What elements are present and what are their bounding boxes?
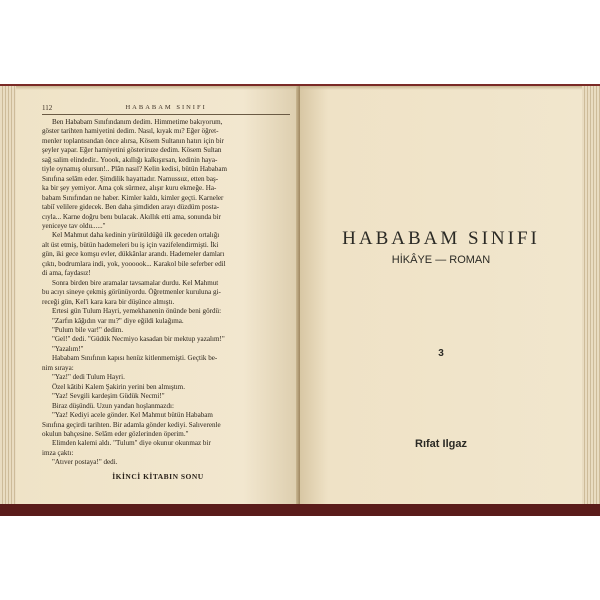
text-line: göster tarihten hamiyetini dedim. Nasıl, kıyak mı? Eğer öğret-	[42, 127, 219, 136]
text-line: "Yazalım!"	[52, 344, 84, 353]
text-line: Ertesi gün Tulum Hayri, yemekhanenin önünde beni gördü:	[52, 307, 222, 316]
end-of-book-note: İKİNCİ KİTABIN SONU	[112, 472, 204, 481]
volume-number: 3	[438, 348, 444, 359]
text-line: receği gün, Kel'i kara kara bir düşünce almıştı.	[42, 297, 175, 306]
text-line: bu acıyı sineye çekmiş görünüyordu. Öğretmenler kuruluna gi-	[42, 288, 221, 297]
text-line: nim sıraya:	[42, 363, 74, 372]
text-line: ka bir şey yemiyor. Ama çok sürmez, alışır kuru ekmeğe. Ha-	[42, 184, 217, 193]
page-shadow	[16, 86, 300, 90]
book-bottom-edge	[0, 504, 600, 516]
body-text	[42, 118, 300, 468]
text-line: şeyler yapar. Eğer hamiyetini gösteriruze dedim. Kösem Sultan	[42, 146, 222, 155]
text-line: di ama, faydasız!	[42, 269, 91, 278]
running-head-title: HABABAM SINIFI	[125, 104, 207, 111]
text-line: gün, iki gece komşu evler, dükkânlar arandı. Hademeler damları	[42, 250, 225, 259]
text-line: tiyle oynamış olursun!.. Plân nasıl? Kelin kedisi, bütün Hababam	[42, 165, 227, 174]
text-line: Sınıfına geçirdi tarihten. Bir adamla gönder kediyi. Salıverenle	[42, 420, 221, 429]
text-line: "Zarfın kâğıdın var mı?" diye eğildi kulağıma.	[52, 316, 184, 325]
text-line: yeniceye tav oldu......"	[42, 221, 106, 230]
header-rule	[42, 114, 290, 115]
right-page	[300, 86, 582, 506]
author-name: Rıfat Ilgaz	[415, 438, 467, 450]
text-line: "Atıver postaya!" dedi.	[52, 458, 118, 467]
text-line: okulun bahçesine. Selâm eder gözlerinden öperim."	[42, 429, 189, 438]
text-line: "Yaz!" dedi Tulum Hayri.	[52, 373, 125, 382]
text-line: "Yaz! Kediyi acele gönder. Kel Mahmut bütün Hababam	[52, 411, 213, 420]
page-stack-right	[582, 86, 600, 514]
text-line: Sonra birden bire aramalar tavsamalar durdu. Kel Mahmut	[52, 278, 219, 287]
text-line: "Yaz! Sevgili kardeşim Güdük Necmi!"	[52, 392, 165, 401]
text-line: imza çaktı:	[42, 448, 74, 457]
text-line: tabiî velilere gidecek. Ben daha şimdiden arayı düzdüm posta-	[42, 203, 220, 212]
text-line: sağ salim elindedir.. Yoook, akıllığı kalkışırsan, kedinin haya-	[42, 155, 218, 164]
book-title: HABABAM SINIFI	[342, 228, 540, 249]
text-line: Elimden kalemi aldı. "Tulum" diye okunur okunmaz bir	[52, 439, 211, 448]
text-line: cıyla... Karne doğru benı bulacak. Akıllık etti ama, sonunda bir	[42, 212, 221, 221]
text-line: çıktı, bodrumlara indi, yok, yoooook... Karakol bile seferber edil	[42, 259, 226, 268]
text-line: Biraz düşündü. Uzun yandan hoşlanmazdı:	[52, 401, 174, 410]
text-line: Özel kâtibi Kalem Şakirin yerini ben almıştım.	[52, 382, 185, 391]
text-line: Hababam Sınıfının kapısı henüz kitlenmemişti. Geçtik be-	[52, 354, 218, 363]
page-number: 112	[42, 104, 53, 112]
book-subtitle: HİKÂYE — ROMAN	[391, 254, 491, 266]
text-line: "Gel!" dedi. "Güdük Necmiyo kasadan bir mektup yazalım!"	[52, 335, 225, 344]
page-shadow	[300, 86, 582, 90]
text-line: Ben Hababam Sınıfındanım dedim. Himmetime bakıyorum,	[52, 118, 223, 126]
text-line: Sınıfına selâm eder. Şimdilik hayattadır. Namussuz, etten baş-	[42, 174, 219, 183]
running-head	[42, 104, 290, 112]
text-line: alt üst etmiş, bütün hademeleri bu iş için vazifelendirmişti. İki	[42, 240, 219, 249]
text-line: menler toplantısından önce alırsa, Kösem Sultanın hatırı için bir	[42, 136, 224, 145]
text-line: babam Sınıfından ne haber. Kimler kaldı, kimler geçti. Karneler	[42, 193, 224, 202]
text-line: Kel Mahmut daha kedinin yürütüldüğü ilk geceden ortalığı	[52, 231, 220, 240]
text-line: "Pulum bile var!" dedim.	[52, 325, 124, 334]
left-page	[16, 86, 300, 506]
